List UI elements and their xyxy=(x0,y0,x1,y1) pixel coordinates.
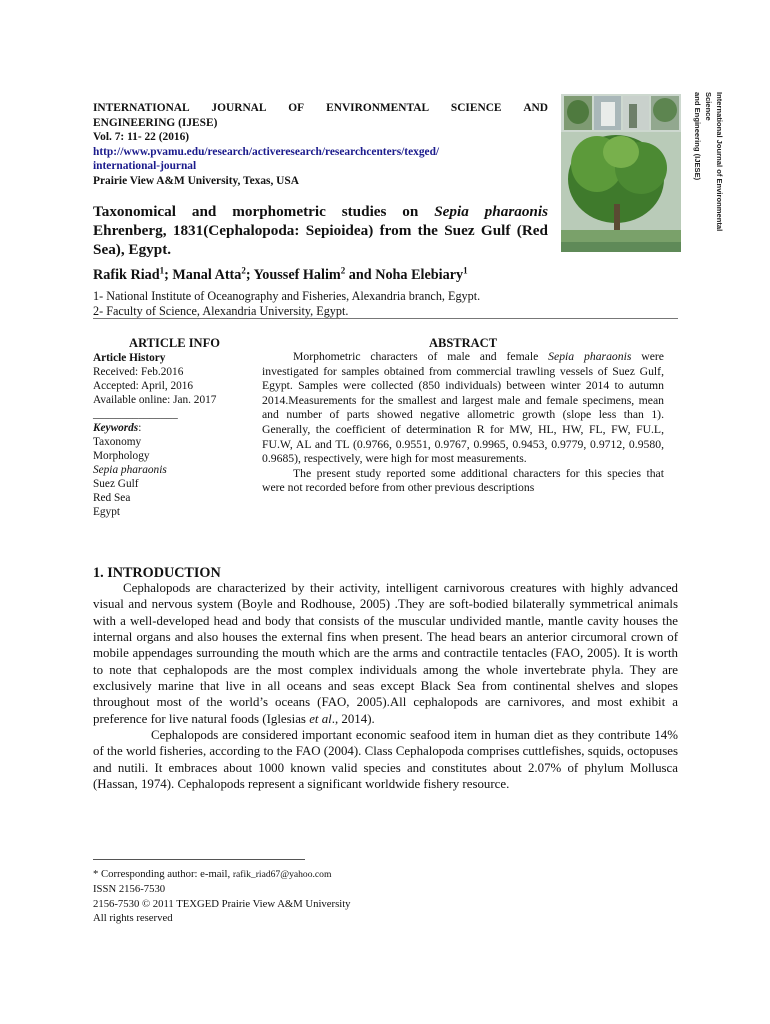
issn: ISSN 2156-7530 xyxy=(93,883,166,896)
affiliation-1: 1- National Institute of Oceanography and Fisheries, Alexandria branch, Egypt. xyxy=(93,289,481,303)
rights: All rights reserved xyxy=(93,912,173,925)
author-name: Youssef Halim xyxy=(253,266,341,283)
corresponding-label: * Corresponding author: e-mail, xyxy=(93,868,233,880)
author-affil-mark: 2 xyxy=(340,265,346,275)
abstract-text: were investigated for samples obtained from commercial trawling vessels of Suez Gulf, Egypt. Samples were collected (850 individuals) between winter 2014 to autumn 2014.Measurements for the smallest and largest male and female specimens, mean and number of parts showed negative allometric growth (slope less than 1). Generally, the coefficient of determination R for MW, HL, HW, FL, FW, FU.L, FU.W, AL and TL (0.9766, 0.9551, 0.9767, 0.9965, 0.9453, 0.9779, 0.9712, 0.9580, 0.9685), respectively, were high for most measurements. xyxy=(262,350,664,466)
abstract-paragraph-1 xyxy=(262,350,664,467)
corresponding-email[interactable]: rafik_riad67@yahoo.com xyxy=(232,869,332,880)
title-pre: Taxonomical and morphometric studies on xyxy=(93,203,435,220)
author-4 xyxy=(375,267,467,283)
footnote-divider xyxy=(93,859,305,860)
journal-university: Prairie View A&M University, Texas, USA xyxy=(93,174,299,187)
keyword-item: Taxonomy xyxy=(93,436,142,448)
author-separator: and xyxy=(345,266,376,283)
abstract-text: Morphometric characters of male and female xyxy=(293,350,549,363)
author-name: Manal Atta xyxy=(172,266,242,283)
affiliation-2: 2- Faculty of Science, Alexandria University, Egypt. xyxy=(93,304,349,319)
keyword-item: Suez Gulf xyxy=(93,478,139,490)
abstract-body xyxy=(262,350,664,496)
author-affil-mark: 2 xyxy=(241,265,246,275)
keyword-item: Red Sea xyxy=(93,492,131,504)
author-affil-mark: 1 xyxy=(463,265,468,275)
article-info-heading: ARTICLE INFO xyxy=(129,336,220,350)
journal-header xyxy=(93,101,548,189)
journal-name-line2: ENGINEERING (IJESE) xyxy=(93,116,218,129)
intro-paragraph-1 xyxy=(93,580,678,727)
copyright: 2156-7530 © 2011 TEXGED Prairie View A&M University xyxy=(93,897,351,910)
info-separator: _______________ xyxy=(93,408,178,420)
corresponding-author xyxy=(93,867,351,882)
author-2 xyxy=(172,267,253,283)
cover-side-line2: and Engineering (IJESE) xyxy=(693,92,702,181)
article-info xyxy=(93,351,268,519)
keyword-item: Sepia pharaonis xyxy=(93,464,167,476)
intro-etal: et al xyxy=(309,711,332,726)
title-species: Sepia pharaonis xyxy=(434,203,548,220)
keywords-colon: : xyxy=(138,422,142,434)
introduction-body xyxy=(93,580,678,792)
intro-text: ., 2014). xyxy=(331,711,375,726)
article-history-label: Article History xyxy=(93,352,166,364)
online-date: Available online: Jan. 2017 xyxy=(93,394,217,406)
journal-url-line1[interactable]: http://www.pvamu.edu/research/activeresearch/researchcenters/texged/ xyxy=(93,145,440,158)
author-affil-mark: 1 xyxy=(159,265,165,275)
author-name: Rafik Riad xyxy=(93,266,160,283)
author-separator: ; xyxy=(164,266,173,283)
abstract-paragraph-2: The present study reported some additional characters for this species that were not recorded before from other previous descriptions xyxy=(262,466,664,495)
author-list xyxy=(93,265,468,284)
journal-volume: Vol. 7: 11- 22 (2016) xyxy=(93,131,190,144)
title-post: Ehrenberg, 1831(Cephalopoda: Sepioidea) from the Suez Gulf (Red Sea), Egypt. xyxy=(93,222,548,258)
cover-photo-collage xyxy=(561,94,681,252)
abstract-heading: ABSTRACT xyxy=(428,336,498,350)
intro-paragraph-2: Cephalopods are considered important economic seafood item in human diet as they contribute 14% of the world fisheries, according to the FAO (2004). Class Cephalopoda comprises cuttlefishes, squids, octopuses and nutili. It embraces about 1000 known valid species and constitutes about 2.07% of phylum Mollusca (Hassan, 1974). Cephalopods represent a significant worldwide fishery resource. xyxy=(93,728,678,792)
journal-cover-side-title xyxy=(684,92,742,252)
journal-url-line2[interactable]: international-journal xyxy=(93,160,197,173)
keywords-label: Keywords xyxy=(93,422,139,434)
author-name: Noha Elebiary xyxy=(375,266,464,283)
keyword-item: Egypt xyxy=(93,506,120,518)
received-date: Received: Feb.2016 xyxy=(93,366,184,378)
cover-side-line1: International Journal of Environmental Science xyxy=(704,92,724,232)
keywords-heading xyxy=(93,421,268,435)
accepted-date: Accepted: April, 2016 xyxy=(93,380,194,392)
intro-text: Cephalopods are characterized by their activity, intelligent carnivorous creatures with highly advanced visual and nervous system (Boyle and Rodhouse, 2005) .They are soft-bodied bilaterally symmetrical animals with a well-developed head and body that consists of the muscular undivided mantle, mantle cavity houses the internal organs and also houses the external fins when present. The head bears an anterior circumoral crown of mobile appendages surrounding the mouth which are the arms and contractile tentacles (FAO, 2005). It is worth to note that cephalopods are the most complex individuals among the whole invertebrate phyla. They are exclusively marine that live in all oceans and seas except Black Sea from continental shelves and slopes throughout most of the world’s oceans (FAO, 2005).All cephalopods are carnivores, and most exhibit a preference for live natural foods (Iglesias xyxy=(93,581,678,726)
introduction-heading: 1. INTRODUCTION xyxy=(93,565,221,581)
article-title xyxy=(93,202,548,259)
journal-name-line1: INTERNATIONAL JOURNAL OF ENVIRONMENTAL SCIENCE AND xyxy=(93,102,548,114)
affiliations xyxy=(93,289,480,319)
journal-cover-image xyxy=(561,94,681,252)
footnote xyxy=(93,867,351,926)
keyword-item: Morphology xyxy=(93,450,150,462)
author-3 xyxy=(254,267,376,283)
header-divider xyxy=(93,318,678,319)
abstract-species: Sepia pharaonis xyxy=(548,350,632,363)
author-1 xyxy=(93,267,172,283)
author-separator: ; xyxy=(245,266,254,283)
